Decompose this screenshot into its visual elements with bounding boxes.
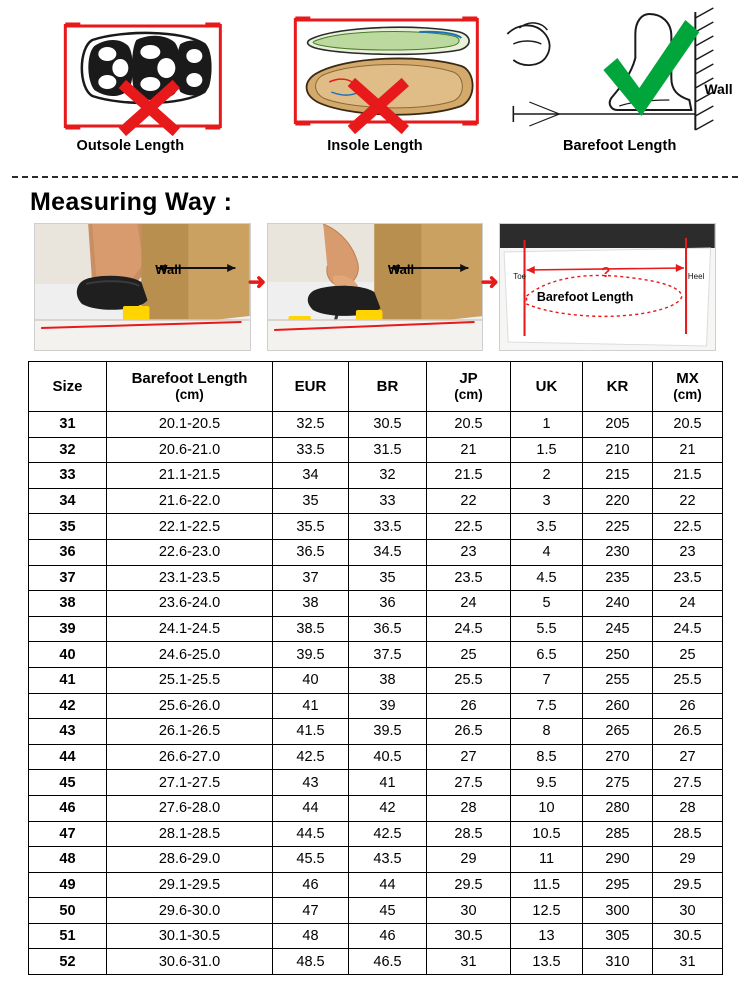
table-row: [29, 898, 723, 924]
cell-value: 28.5: [427, 821, 511, 847]
table-row: [29, 847, 723, 873]
cell-value: 44.5: [273, 821, 349, 847]
cell-size: 36: [29, 539, 107, 565]
cell-value: 41: [349, 770, 427, 796]
cell-value: 28.1-28.5: [107, 821, 273, 847]
cell-value: 26.6-27.0: [107, 744, 273, 770]
header-jp: [427, 362, 511, 412]
toe-label: Toe: [513, 271, 527, 281]
header-eur: EUR: [273, 362, 349, 412]
cell-size: 38: [29, 591, 107, 617]
cell-value: 260: [583, 693, 653, 719]
cell-value: 310: [583, 949, 653, 975]
cell-value: 33.5: [273, 437, 349, 463]
table-row: [29, 539, 723, 565]
cell-value: 230: [583, 539, 653, 565]
table-row: [29, 437, 723, 463]
cell-value: 220: [583, 488, 653, 514]
header-br: BR: [349, 362, 427, 412]
cell-value: 24.1-24.5: [107, 616, 273, 642]
cell-value: 22.5: [427, 514, 511, 540]
cell-size: 42: [29, 693, 107, 719]
cell-value: 25: [427, 642, 511, 668]
cell-value: 22: [427, 488, 511, 514]
cell-value: 48.5: [273, 949, 349, 975]
cell-value: 46: [349, 923, 427, 949]
cell-value: 41.5: [273, 719, 349, 745]
cell-value: 22.6-23.0: [107, 539, 273, 565]
cell-value: 210: [583, 437, 653, 463]
cell-value: 21.5: [653, 463, 723, 489]
cell-value: 38: [349, 667, 427, 693]
header-size: Size: [29, 362, 107, 412]
cell-value: 36: [349, 591, 427, 617]
cell-value: 48: [273, 923, 349, 949]
diagram-caption: Outsole Length: [76, 138, 185, 154]
cell-value: 30.5: [653, 923, 723, 949]
cell-value: 23: [427, 539, 511, 565]
cell-value: 23.5: [427, 565, 511, 591]
diagram-outsole: [8, 6, 253, 170]
header-label: Barefoot Length: [131, 370, 248, 388]
cell-value: 24.5: [653, 616, 723, 642]
wall-label: Wall: [155, 261, 182, 277]
cell-value: 25: [653, 642, 723, 668]
table-row: [29, 642, 723, 668]
cell-value: 37: [273, 565, 349, 591]
cell-size: 46: [29, 795, 107, 821]
header-uk: UK: [511, 362, 583, 412]
cell-value: 42: [349, 795, 427, 821]
table-row: [29, 463, 723, 489]
cell-value: 25.5: [653, 667, 723, 693]
cell-value: 43.5: [349, 847, 427, 873]
cell-value: 26.1-26.5: [107, 719, 273, 745]
cell-value: 23.5: [653, 565, 723, 591]
cell-value: 21: [427, 437, 511, 463]
cell-value: 23.1-23.5: [107, 565, 273, 591]
shoe-insole-diagram: [253, 6, 498, 136]
cell-value: 28: [653, 795, 723, 821]
cell-value: 33.5: [349, 514, 427, 540]
cell-value: 2: [511, 463, 583, 489]
cell-value: 32: [349, 463, 427, 489]
cell-value: 24.6-25.0: [107, 642, 273, 668]
cell-value: 20.5: [653, 412, 723, 438]
table-row: [29, 923, 723, 949]
cell-value: 305: [583, 923, 653, 949]
svg-text:Wall: Wall: [704, 81, 733, 97]
cell-value: 12.5: [511, 898, 583, 924]
table-row: [29, 412, 723, 438]
cell-value: 35: [273, 488, 349, 514]
header-unit: (cm): [175, 387, 204, 403]
cell-value: 28.5: [653, 821, 723, 847]
cell-size: 49: [29, 872, 107, 898]
cell-value: 27.6-28.0: [107, 795, 273, 821]
table-row: [29, 591, 723, 617]
cell-value: 245: [583, 616, 653, 642]
cell-value: 31: [427, 949, 511, 975]
cell-size: 40: [29, 642, 107, 668]
cell-value: 37.5: [349, 642, 427, 668]
cell-value: 23: [653, 539, 723, 565]
cell-size: 52: [29, 949, 107, 975]
cell-value: 290: [583, 847, 653, 873]
cell-value: 13.5: [511, 949, 583, 975]
diagram-caption: Barefoot Length: [562, 138, 677, 154]
cell-value: 21.5: [427, 463, 511, 489]
cell-value: 9.5: [511, 770, 583, 796]
cell-value: 265: [583, 719, 653, 745]
cell-value: 4: [511, 539, 583, 565]
cell-size: 32: [29, 437, 107, 463]
header-label: JP: [459, 370, 478, 388]
header-unit: (cm): [673, 387, 702, 403]
cell-value: 26: [653, 693, 723, 719]
cell-value: 30: [427, 898, 511, 924]
cell-value: 25.1-25.5: [107, 667, 273, 693]
diagram-insole: [253, 6, 498, 170]
header-unit: (cm): [454, 387, 483, 403]
cell-value: 11: [511, 847, 583, 873]
cell-value: 10.5: [511, 821, 583, 847]
cell-value: 20.6-21.0: [107, 437, 273, 463]
cell-value: 42.5: [349, 821, 427, 847]
cell-value: 27.1-27.5: [107, 770, 273, 796]
heel-label: Heel: [687, 271, 705, 281]
cell-size: 47: [29, 821, 107, 847]
cell-value: 33: [349, 488, 427, 514]
cell-value: 44: [273, 795, 349, 821]
cell-value: 3.5: [511, 514, 583, 540]
cell-value: 10: [511, 795, 583, 821]
cell-size: 34: [29, 488, 107, 514]
cell-value: 21.1-21.5: [107, 463, 273, 489]
cell-value: 4.5: [511, 565, 583, 591]
table-row: [29, 616, 723, 642]
measure-paper-photo: [499, 223, 716, 351]
measuring-way-title: Measuring Way :: [30, 188, 233, 216]
cell-value: 26.5: [427, 719, 511, 745]
cell-value: 38.5: [273, 616, 349, 642]
cell-size: 44: [29, 744, 107, 770]
cell-value: 31: [653, 949, 723, 975]
cell-value: 45: [349, 898, 427, 924]
cell-value: 21.6-22.0: [107, 488, 273, 514]
cell-value: 27: [427, 744, 511, 770]
cell-size: 50: [29, 898, 107, 924]
cell-value: 29: [653, 847, 723, 873]
cell-size: 41: [29, 667, 107, 693]
table-row: [29, 719, 723, 745]
cell-value: 29: [427, 847, 511, 873]
question-mark: ?: [601, 264, 611, 282]
cell-size: 43: [29, 719, 107, 745]
cell-value: 45.5: [273, 847, 349, 873]
cell-value: 270: [583, 744, 653, 770]
cell-value: 22.5: [653, 514, 723, 540]
table-row: [29, 514, 723, 540]
table-row: [29, 795, 723, 821]
cell-value: 285: [583, 821, 653, 847]
table-row: [29, 667, 723, 693]
cell-value: 24: [427, 591, 511, 617]
cell-value: 255: [583, 667, 653, 693]
cell-size: 37: [29, 565, 107, 591]
cell-value: 29.5: [653, 872, 723, 898]
cell-value: 41: [273, 693, 349, 719]
cell-value: 32.5: [273, 412, 349, 438]
cell-value: 42.5: [273, 744, 349, 770]
cell-value: 225: [583, 514, 653, 540]
cell-value: 39.5: [349, 719, 427, 745]
cell-value: 46: [273, 872, 349, 898]
cell-value: 27.5: [653, 770, 723, 796]
cell-value: 20.5: [427, 412, 511, 438]
cell-value: 27: [653, 744, 723, 770]
header-mx: [653, 362, 723, 412]
cell-value: 30.5: [427, 923, 511, 949]
table-row: [29, 744, 723, 770]
table-row: [29, 949, 723, 975]
cell-value: 43: [273, 770, 349, 796]
cell-value: 23.6-24.0: [107, 591, 273, 617]
cell-value: 20.1-20.5: [107, 412, 273, 438]
cell-value: 40.5: [349, 744, 427, 770]
header-kr: KR: [583, 362, 653, 412]
cell-value: 26.5: [653, 719, 723, 745]
cell-value: 46.5: [349, 949, 427, 975]
table-row: [29, 565, 723, 591]
cell-value: 36.5: [273, 539, 349, 565]
header-barefoot-length: [107, 362, 273, 412]
cell-value: 29.1-29.5: [107, 872, 273, 898]
table-row: [29, 821, 723, 847]
cell-value: 47: [273, 898, 349, 924]
cell-size: 33: [29, 463, 107, 489]
cell-value: 35.5: [273, 514, 349, 540]
cell-value: 205: [583, 412, 653, 438]
size-table-wrap: [0, 351, 750, 975]
cell-value: 235: [583, 565, 653, 591]
cell-value: 1.5: [511, 437, 583, 463]
diagram-caption: Insole Length: [327, 138, 423, 154]
cell-value: 34: [273, 463, 349, 489]
table-row: [29, 488, 723, 514]
table-body: [29, 412, 723, 975]
top-diagram-row: [0, 0, 750, 170]
cell-value: 215: [583, 463, 653, 489]
cell-value: 25.5: [427, 667, 511, 693]
cell-value: 44: [349, 872, 427, 898]
dashed-divider: [12, 176, 738, 178]
barefoot-length-label: Barefoot Length: [536, 289, 634, 304]
cell-size: 51: [29, 923, 107, 949]
cell-value: 40: [273, 667, 349, 693]
cell-value: 38: [273, 591, 349, 617]
cell-value: 22: [653, 488, 723, 514]
cell-value: 34.5: [349, 539, 427, 565]
cell-value: 28: [427, 795, 511, 821]
cell-value: 25.6-26.0: [107, 693, 273, 719]
table-row: [29, 770, 723, 796]
cell-value: 31.5: [349, 437, 427, 463]
cell-value: 26: [427, 693, 511, 719]
cell-value: 8: [511, 719, 583, 745]
cell-size: 45: [29, 770, 107, 796]
cell-size: 35: [29, 514, 107, 540]
cell-value: 35: [349, 565, 427, 591]
table-row: [29, 693, 723, 719]
marking-heel-photo: [267, 223, 484, 351]
cell-value: 240: [583, 591, 653, 617]
cell-value: 280: [583, 795, 653, 821]
cell-value: 13: [511, 923, 583, 949]
shoe-outsole-diagram: [8, 6, 253, 136]
cell-size: 48: [29, 847, 107, 873]
cell-value: 295: [583, 872, 653, 898]
cell-value: 6.5: [511, 642, 583, 668]
cell-value: 39: [349, 693, 427, 719]
table-header-row: [29, 362, 723, 412]
cell-value: 275: [583, 770, 653, 796]
foot-against-wall-photo: [34, 223, 251, 351]
cell-value: 30.1-30.5: [107, 923, 273, 949]
cell-size: 39: [29, 616, 107, 642]
cell-value: 28.6-29.0: [107, 847, 273, 873]
wall-label: Wall: [387, 261, 415, 277]
header-label: MX: [676, 370, 699, 388]
cell-value: 8.5: [511, 744, 583, 770]
cell-value: 29.5: [427, 872, 511, 898]
cell-value: 1: [511, 412, 583, 438]
cell-value: 30.5: [349, 412, 427, 438]
cell-value: 7: [511, 667, 583, 693]
cell-value: 300: [583, 898, 653, 924]
diagram-barefoot: [497, 6, 742, 170]
cell-value: 11.5: [511, 872, 583, 898]
cell-value: 21: [653, 437, 723, 463]
measuring-photo-row: [0, 223, 750, 351]
cell-value: 39.5: [273, 642, 349, 668]
cell-value: 22.1-22.5: [107, 514, 273, 540]
cell-value: 3: [511, 488, 583, 514]
cell-value: 30: [653, 898, 723, 924]
cell-value: 5.5: [511, 616, 583, 642]
cell-value: 24: [653, 591, 723, 617]
table-row: [29, 872, 723, 898]
size-table: [28, 361, 723, 975]
cell-value: 30.6-31.0: [107, 949, 273, 975]
cell-value: 24.5: [427, 616, 511, 642]
barefoot-against-wall-diagram: [497, 6, 742, 136]
cell-value: 7.5: [511, 693, 583, 719]
cell-value: 36.5: [349, 616, 427, 642]
cell-value: 27.5: [427, 770, 511, 796]
cell-value: 29.6-30.0: [107, 898, 273, 924]
cell-value: 250: [583, 642, 653, 668]
cell-size: 31: [29, 412, 107, 438]
red-arrow-right-icon: ➜: [247, 269, 267, 294]
cell-value: 5: [511, 591, 583, 617]
red-arrow-right-icon: ➜: [480, 269, 499, 294]
